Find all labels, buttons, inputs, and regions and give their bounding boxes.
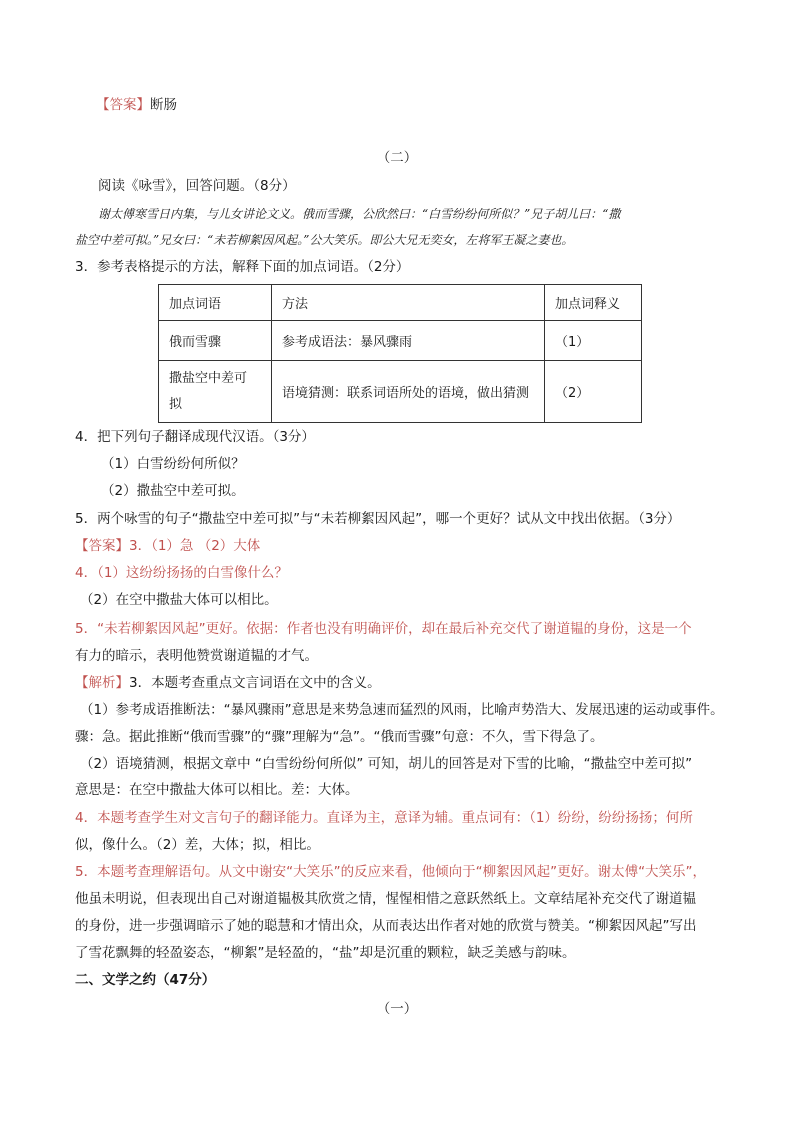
answer-label: 【答案】 [96,97,150,113]
answer-line-4: 5．“未若柳絮因风起”更好。依据：作者也没有明确评价，却在最后补充交代了谢道韫的身份，这是一个 [75,621,692,637]
analysis-line-5: 意思是：在空中撒盐大体可以相比。差：大体。 [75,782,359,798]
table-cell-method: 参考成语法：暴风骤雨 [272,321,545,361]
question-4-1: （1）白雪纷纷何所似？ [101,456,245,472]
analysis-line-2: （1）参考成语推断法：“暴风骤雨”意思是来势急速而猛烈的风雨，比喻声势浩大、发展迅速的运动或事件。 [80,702,724,718]
passage-line-2: 盐空中差可拟。”兄女曰：“未若柳絮因风起。”公大笑乐。即公大兄无奕女，左将军王凝之妻也。 [75,233,574,247]
analysis-line-10: 的身份，进一步强调暗示了她的聪慧和才情出众，从而表达出作者对她的欣赏与赞美。“柳絮因风起”写出 [75,918,697,934]
table-cell-word: 俄而雪骤 [159,321,272,361]
section-heading: （二） [376,150,418,166]
passage-line-1: 谢太傅寒雪日内集，与儿女讲论文义。俄而雪骤，公欣然曰：“白雪纷纷何所似？”兄子胡儿曰：“撒 [98,207,621,221]
analysis-line-4: （2）语境猜测，根据文章中 “白雪纷纷何所似” 可知，胡儿的回答是对下雪的比喻，“撒盐空中差可拟” [80,756,693,772]
table-header-meaning: 加点词释义 [545,285,642,321]
question-4-2: （2）撒盐空中差可拟。 [101,483,245,499]
analysis-label: 【解析】 [75,675,129,691]
answer-text: 断肠 [150,97,177,113]
answer-line-1: 【答案】3．（1）急 （2）大体 [75,538,261,554]
analysis-line-3: 骤：急。据此推断“俄而雪骤”的“骤”理解为“急”。“俄而雪骤”句意：不久，雪下得急了。 [75,729,604,745]
analysis-line-8: 5．本题考查理解语句。从文中谢安“大笑乐”的反应来看，他倾向于“柳絮因风起”更好。谢太傅“大笑乐”， [75,864,707,880]
question-table [158,284,642,423]
section-2-subheading: （一） [376,1001,418,1017]
table-cell-word: 撒盐空中差可 拟 [159,361,272,423]
question-5: 5．两个咏雪的句子“撒盐空中差可拟”与“未若柳絮因风起”，哪一个更好？试从文中找出依据。（3分） [75,511,681,527]
analysis-line-7: 似，像什么。（2）差，大体；拟，相比。 [75,837,320,853]
answer-line-2: 4．（1）这纷纷扬扬的白雪像什么？ [75,565,288,581]
answer-label: 【答案】 [75,538,129,554]
table-header-method: 方法 [272,285,545,321]
table-header-word: 加点词语 [159,285,272,321]
answer-line-5: 有力的暗示，表明他赞赏谢道韫的才气。 [75,648,318,664]
table-cell-answer: （2） [545,361,642,423]
analysis-line-9: 他虽未明说，但表现出自己对谢道韫极其欣赏之情，惺惺相惜之意跃然纸上。文章结尾补充交代了谢道韫 [75,891,696,907]
question-4: 4．把下列句子翻译成现代汉语。（3分） [75,429,315,445]
intro-text: 阅读《咏雪》，回答问题。（8分） [98,178,296,194]
analysis-line-1: 【解析】3．本题考查重点文言词语在文中的含义。 [75,675,381,691]
analysis-line-11: 了雪花飘舞的轻盈姿态，“柳絮”是轻盈的，“盐”却是沉重的颗粒，缺乏美感与韵味。 [75,945,576,961]
section-2-heading: 二、文学之约（47分） [75,972,216,988]
answer-line-3: （2）在空中撒盐大体可以相比。 [80,592,278,608]
top-answer-line [96,96,177,114]
analysis-line-6: 4．本题考查学生对文言句子的翻译能力。直译为主，意译为辅。重点词有：（1）纷纷，纷纷扬扬；何所 [75,810,693,826]
question-3: 3．参考表格提示的方法，解释下面的加点词语。（2分） [75,259,410,275]
table-cell-answer: （1） [545,321,642,361]
table-cell-method: 语境猜测：联系词语所处的语境，做出猜测 [272,361,545,423]
